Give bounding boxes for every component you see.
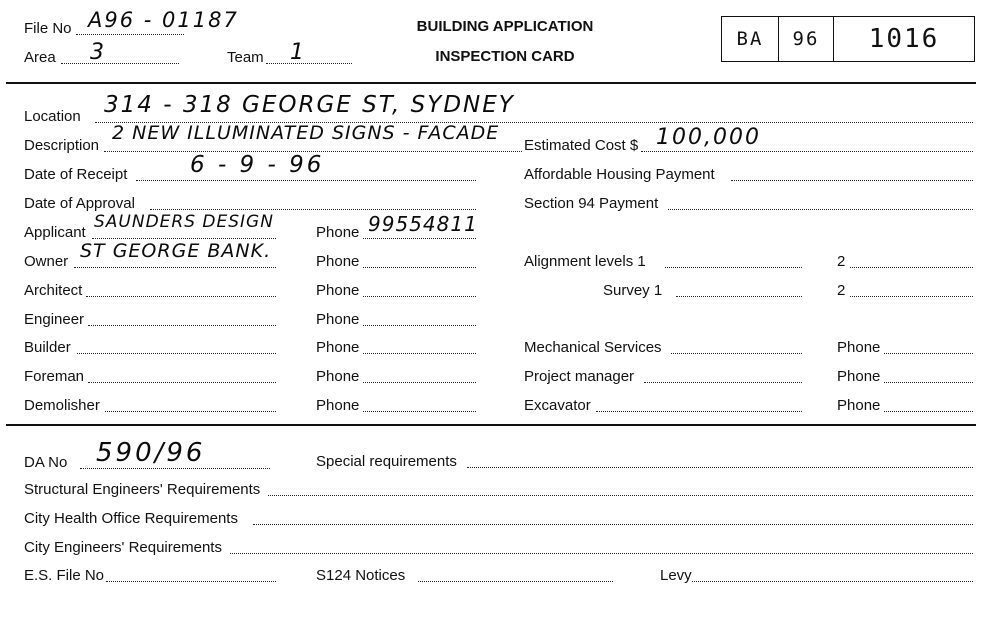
mechanical-services-line [671, 353, 802, 354]
file-no-label: File No [24, 20, 72, 37]
excavator-line [596, 411, 802, 412]
estimated-cost-label: Estimated Cost $ [524, 137, 639, 154]
applicant-phone-line [363, 238, 476, 239]
card-title-line2: INSPECTION CARD [435, 48, 575, 65]
structural-engineers-line [268, 495, 973, 496]
date-approval-label: Date of Approval [24, 195, 135, 212]
team-label: Team [227, 49, 264, 66]
ba-number-box [721, 16, 975, 62]
file-no-line [76, 34, 184, 35]
city-engineers-label: City Engineers' Requirements [24, 539, 222, 556]
city-health-line [253, 524, 973, 525]
section94-label: Section 94 Payment [524, 195, 659, 212]
ba-year: 96 [779, 17, 834, 61]
demolisher-line [105, 411, 276, 412]
engineer-line [88, 325, 276, 326]
description-label: Description [24, 137, 100, 154]
date-approval-line [150, 209, 476, 210]
engineer-phone-line [363, 325, 476, 326]
builder-phone-line [363, 353, 476, 354]
es-file-line [106, 581, 276, 582]
owner-phone-label: Phone [316, 253, 360, 270]
date-receipt-line [136, 180, 476, 181]
mechanical-services-label: Mechanical Services [524, 339, 662, 356]
engineer-phone-label: Phone [316, 311, 360, 328]
levy-line [692, 581, 973, 582]
engineer-label: Engineer [24, 311, 85, 328]
alignment-2-line [850, 267, 973, 268]
s124-notices-line [418, 581, 613, 582]
builder-line [77, 353, 276, 354]
card-title-line1: BUILDING APPLICATION [416, 18, 594, 35]
owner-label: Owner [24, 253, 69, 270]
es-file-label: E.S. File No [24, 567, 105, 584]
area-value[interactable]: 3 [90, 40, 106, 65]
da-no-label: DA No [24, 454, 68, 471]
location-value[interactable]: 314 - 318 GEORGE ST, SYDNEY [104, 92, 515, 118]
special-requirements-label: Special requirements [316, 453, 457, 470]
header-divider [6, 82, 976, 84]
project-manager-label: Project manager [524, 368, 635, 385]
excavator-label: Excavator [524, 397, 591, 414]
foreman-line [88, 382, 276, 383]
foreman-phone-label: Phone [316, 368, 360, 385]
description-value[interactable]: 2 NEW ILLUMINATED SIGNS - FACADE [112, 122, 500, 144]
architect-phone-label: Phone [316, 282, 360, 299]
survey-2-label: 2 [837, 282, 846, 299]
alignment-2-label: 2 [837, 253, 846, 270]
project-manager-line [644, 382, 802, 383]
area-line [61, 63, 179, 64]
survey-1-line [676, 296, 802, 297]
estimated-cost-value[interactable]: 100,000 [656, 125, 761, 150]
alignment-levels-label: Alignment levels 1 [524, 253, 646, 270]
project-manager-phone-label: Phone [837, 368, 881, 385]
ba-prefix: BA [722, 17, 779, 61]
structural-engineers-label: Structural Engineers' Requirements [24, 481, 261, 498]
section94-line [668, 209, 973, 210]
survey-2-line [850, 296, 973, 297]
area-label: Area [24, 49, 56, 66]
city-engineers-line [230, 553, 973, 554]
date-receipt-value[interactable]: 6 - 9 - 96 [190, 152, 325, 178]
architect-phone-line [363, 296, 476, 297]
section-divider [6, 424, 976, 426]
applicant-line [92, 238, 276, 239]
foreman-label: Foreman [24, 368, 85, 385]
owner-line [74, 267, 276, 268]
mechanical-phone-label: Phone [837, 339, 881, 356]
demolisher-phone-label: Phone [316, 397, 360, 414]
architect-label: Architect [24, 282, 83, 299]
excavator-phone-label: Phone [837, 397, 881, 414]
mechanical-phone-line [884, 353, 973, 354]
affordable-housing-label: Affordable Housing Payment [524, 166, 715, 183]
foreman-phone-line [363, 382, 476, 383]
applicant-phone-value[interactable]: 99554811 [368, 212, 478, 236]
da-no-line [80, 468, 270, 469]
project-manager-phone-line [884, 382, 973, 383]
date-receipt-label: Date of Receipt [24, 166, 128, 183]
builder-label: Builder [24, 339, 71, 356]
alignment-1-line [665, 267, 802, 268]
demolisher-phone-line [363, 411, 476, 412]
architect-line [86, 296, 276, 297]
affordable-housing-line [731, 180, 973, 181]
team-value[interactable]: 1 [290, 40, 306, 65]
owner-phone-line [363, 267, 476, 268]
da-no-value[interactable]: 590/96 [96, 438, 206, 468]
applicant-value[interactable]: SAUNDERS DESIGN [94, 212, 274, 232]
owner-value[interactable]: ST GEORGE BANK. [80, 240, 272, 262]
demolisher-label: Demolisher [24, 397, 100, 414]
excavator-phone-line [884, 411, 973, 412]
applicant-phone-label: Phone [316, 224, 360, 241]
estimated-cost-line [641, 151, 973, 152]
levy-label: Levy [660, 567, 692, 584]
ba-number: 1016 [868, 24, 940, 54]
survey-label: Survey 1 [603, 282, 663, 299]
applicant-label: Applicant [24, 224, 86, 241]
builder-phone-label: Phone [316, 339, 360, 356]
city-health-label: City Health Office Requirements [24, 510, 238, 527]
special-requirements-line [467, 467, 973, 468]
location-label: Location [24, 108, 81, 125]
s124-notices-label: S124 Notices [316, 567, 406, 584]
file-no-value[interactable]: A96 - 01187 [88, 8, 239, 32]
